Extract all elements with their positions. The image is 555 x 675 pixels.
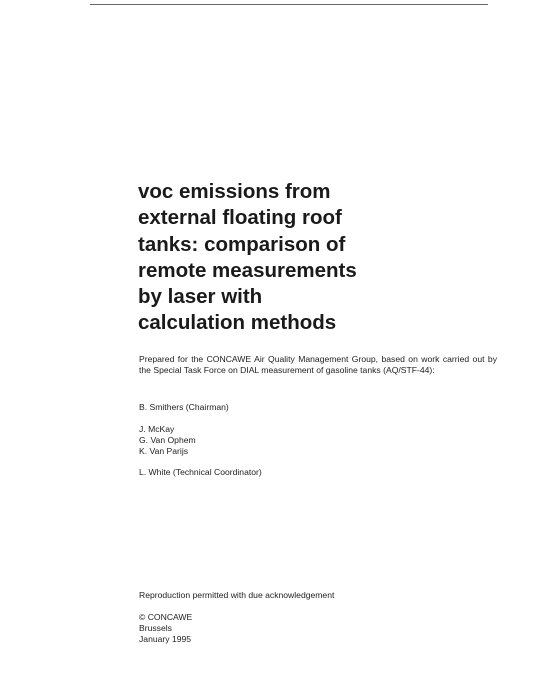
title-line: calculation methods [138, 311, 337, 335]
publication-date: January 1995 [139, 634, 192, 644]
author-chairman: B. Smithers (Chairman) [139, 402, 229, 412]
author-coordinator: L. White (Technical Coordinator) [139, 467, 262, 477]
publisher-city: Brussels [139, 623, 172, 633]
title-line: tanks: comparison of [138, 232, 346, 256]
title-line: voc emissions from [138, 180, 331, 203]
author-member: J. McKay [139, 424, 175, 434]
author-member: G. Van Ophem [139, 435, 196, 445]
document-title [138, 179, 438, 337]
top-rule [90, 4, 488, 5]
author-member: K. Van Parijs [139, 446, 189, 456]
title-line: external floating roof [138, 206, 342, 230]
title-line: remote measurements [138, 258, 357, 282]
title-line: by laser with [138, 285, 263, 309]
copyright: © CONCAWE [139, 612, 193, 622]
prepared-for-paragraph: Prepared for the CONCAWE Air Quality Management Group, based on work carried out by the Special Task Force on DIAL measurement of gasoline tanks (AQ/STF-44): [139, 354, 497, 375]
reproduction-notice: Reproduction permitted with due acknowledgement [139, 590, 335, 600]
